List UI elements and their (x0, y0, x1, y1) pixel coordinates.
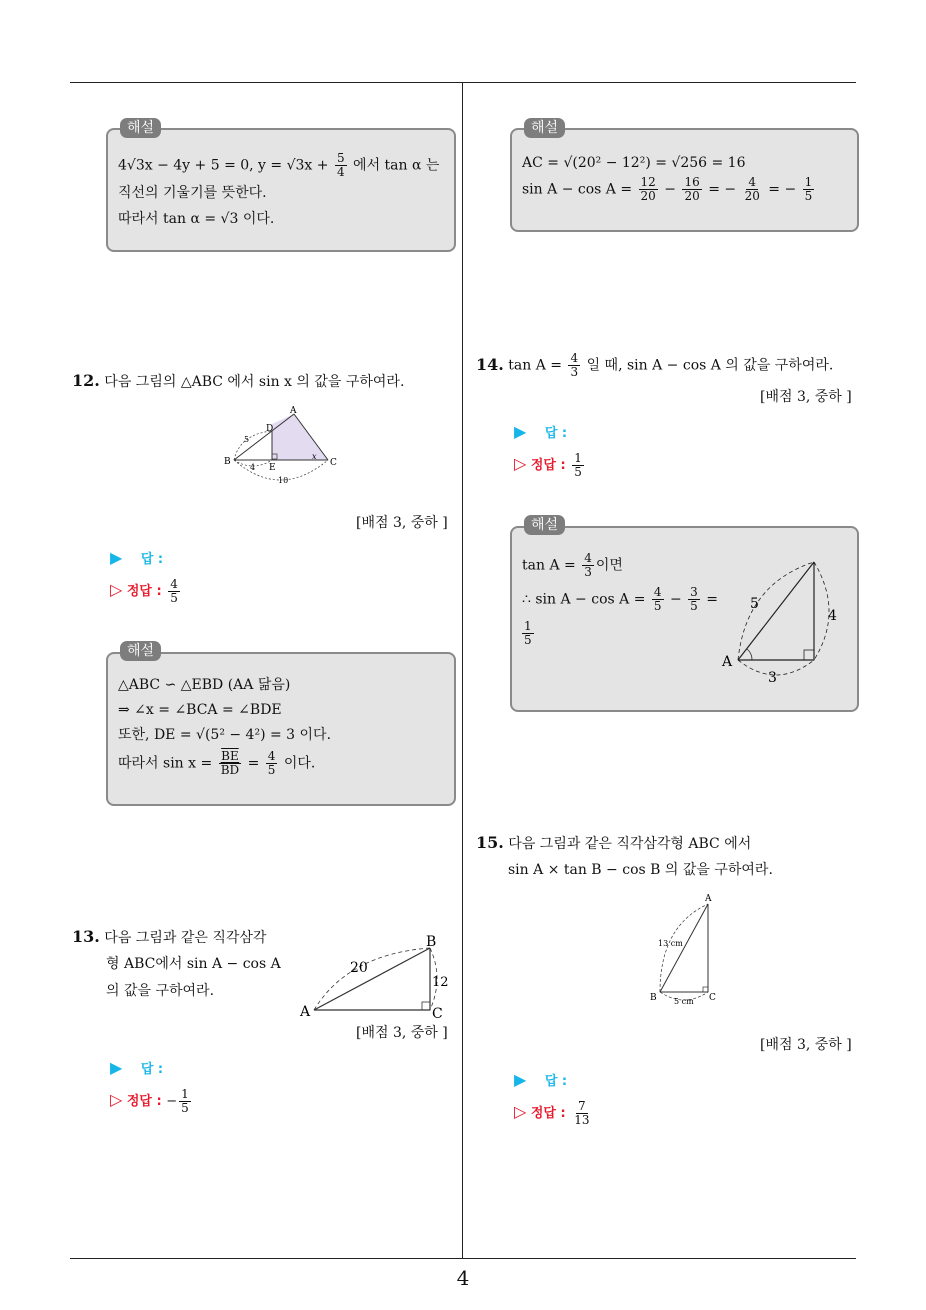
fraction: $\frac{4}{5}$ (267, 749, 276, 777)
q14-label-side: 4 (828, 608, 837, 624)
q14-solution-tag: 해설 (524, 515, 565, 535)
q13-solution-tag: 해설 (524, 118, 565, 138)
fraction: $\frac{4}{3}$ (570, 351, 579, 379)
q14-solution-line1: tan A = $\frac{4}{3}$ 이면 (522, 551, 623, 579)
q12-solution-line4: 따라서 sin x = $\frac{\overline{BE}}{BD}$ = $\frac{4}{5}$ 이다. (118, 749, 316, 777)
q15-label-ab: 13 cm (658, 939, 683, 948)
q13-label-a: A (300, 1004, 311, 1020)
q13-question (72, 924, 266, 951)
q12-correct-row (110, 578, 182, 605)
q11-solution-line1: 4√3x − 4y + 5 = 0, y = √3x + $\frac{5}{4}$ 에서 tan α 는 (118, 151, 440, 179)
top-rule (70, 82, 856, 83)
fraction: $\frac{1}{5}$ (804, 175, 813, 203)
q14-label-hyp: 5 (750, 596, 759, 612)
q12-correct-fraction: $\frac{4}{5}$ (170, 577, 178, 605)
q15-text-line1: 다음 그림과 같은 직각삼각형 ABC 에서 (508, 836, 752, 852)
q14-angle-arc (747, 649, 752, 660)
q15-label-a: A (705, 894, 712, 904)
fraction: $\frac{4}{20}$ (744, 175, 760, 203)
page-number: 4 (456, 1266, 470, 1290)
outline-play-icon: ▷ (110, 580, 123, 599)
q12-score: [배점 3, 중하 ] (356, 515, 448, 531)
q15-text-line2: sin A × tan B − cos B 의 값을 구하여라. (508, 862, 773, 878)
fraction: $\frac{4}{3}$ (584, 551, 592, 579)
q12-label-d: D (266, 424, 274, 434)
q15-side-ab (660, 904, 708, 992)
q13-side-ab (314, 948, 430, 1010)
q13-label-bc: 12 (432, 975, 449, 990)
fraction: $\frac{16}{20}$ (684, 175, 700, 203)
q12-text: 다음 그림의 △ABC 에서 sin x 의 값을 구하여라. (104, 374, 405, 390)
q14-figure (718, 556, 846, 688)
q11-solution-line2: 직선의 기울기를 뜻한다. (118, 185, 267, 201)
q11-solution-line3: 따라서 tan α = √3 이다. (118, 211, 275, 227)
q13-text-line2: 형 ABC에서 sin A − cos A (106, 956, 281, 972)
q14-answer-label: 답 : (544, 426, 568, 441)
q14-solution-line3 (520, 620, 536, 647)
q14-correct-row (514, 452, 586, 479)
bottom-rule (70, 1258, 856, 1259)
q12-solution-line1: △ABC ∽ △EBD (AA 닮음) (118, 677, 291, 693)
q12-correct-label: 정답 : (126, 584, 162, 599)
fraction: $\frac{1}{5}$ (524, 619, 532, 647)
q12-label-e: E (269, 463, 276, 473)
q15-number: 15. (476, 833, 504, 852)
q14-correct-label: 정답 : (530, 458, 566, 473)
q12-label-x: x (312, 452, 317, 461)
q15-label-c: C (709, 993, 716, 1003)
q13-answer-row (110, 1058, 163, 1077)
q14-label-a: A (722, 654, 733, 670)
play-icon: ▶ (110, 1058, 123, 1077)
q14-dash-side (814, 562, 829, 660)
q12-label-a: A (290, 406, 297, 416)
q12-answer-label: 답 : (140, 552, 164, 567)
q15-label-bc: 5 cm (674, 997, 694, 1006)
q12-shaded-triangle (272, 414, 328, 460)
q13-text-line1: 다음 그림과 같은 직각삼각 (104, 930, 267, 946)
q13-label-b: B (426, 934, 437, 950)
play-icon: ▶ (514, 422, 527, 441)
q14-right-mark (804, 650, 814, 660)
q13-correct-fraction: $\frac{1}{5}$ (181, 1087, 189, 1115)
q13-correct-label: 정답 : (126, 1094, 162, 1109)
q12-label-be: 4 (250, 463, 256, 472)
q12-label-bc: 10 (278, 476, 289, 485)
q15-label-b: B (650, 993, 657, 1003)
q13-right-mark (422, 1002, 430, 1010)
q14-answer-row (514, 422, 567, 441)
play-icon: ▶ (514, 1070, 527, 1089)
q15-correct-row (514, 1100, 594, 1127)
q15-question (476, 830, 751, 857)
fraction: $\frac{4}{5}$ (653, 585, 662, 613)
q12-label-c: C (330, 458, 337, 468)
q14-label-base: 3 (768, 670, 777, 686)
q12-question (72, 368, 404, 395)
q15-score: [배점 3, 중하 ] (760, 1037, 852, 1053)
outline-play-icon: ▷ (514, 454, 527, 473)
q14-question: 14. tan A = $\frac{4}{3}$ 일 때, sin A − cos A 의 값을 구하여라. (476, 351, 834, 379)
q13-label-c: C (432, 1006, 443, 1022)
q14-solution-line2: ∴ sin A − cos A = $\frac{4}{5}$ − $\frac{3}{5}$ = (522, 585, 718, 613)
q12-answer-row (110, 548, 163, 567)
q14-correct-fraction: $\frac{1}{5}$ (574, 451, 582, 479)
play-icon: ▶ (110, 548, 123, 567)
q13-answer-label: 답 : (140, 1062, 164, 1077)
outline-play-icon: ▷ (514, 1102, 527, 1121)
outline-play-icon: ▷ (110, 1090, 123, 1109)
q13-number: 13. (72, 927, 100, 946)
q13-label-ab: 20 (350, 960, 368, 976)
q12-solution-tag: 해설 (120, 641, 161, 661)
q12-label-b: B (224, 457, 231, 467)
fraction: $\frac{\overline{BE}}{BD}$ (220, 749, 240, 777)
q13-score: [배점 3, 중하 ] (356, 1025, 448, 1041)
q12-figure (220, 404, 350, 488)
column-divider (462, 82, 463, 1258)
q12-solution-line3: 또한, DE = √(5² − 4²) = 3 이다. (118, 727, 332, 743)
q15-correct-fraction: $\frac{7}{13}$ (574, 1099, 590, 1127)
q11-solution-tag: 해설 (120, 118, 161, 138)
q15-correct-label: 정답 : (530, 1106, 566, 1121)
fraction: $\frac{5}{4}$ (336, 151, 345, 179)
q13-correct-row (110, 1088, 193, 1115)
q13-solution-line1: AC = √(20² − 12²) = √256 = 16 (522, 155, 746, 171)
fraction: $\frac{12}{20}$ (640, 175, 656, 203)
q15-answer-label: 답 : (544, 1074, 568, 1089)
q13-figure (298, 928, 458, 1024)
q14-number: 14. (476, 355, 504, 374)
q12-solution-line2: ⇒ ∠x = ∠BCA = ∠BDE (118, 702, 282, 718)
q15-answer-row (514, 1070, 567, 1089)
q14-score: [배점 3, 중하 ] (760, 389, 852, 405)
q12-number: 12. (72, 371, 100, 390)
q12-label-bd: 5 (244, 435, 250, 444)
q13-solution-line2: sin A − cos A = $\frac{12}{20}$ − $\frac{16}{20}$ = − $\frac{4}{20}$ = − $\frac{1}{5}$ (522, 175, 813, 203)
q15-right-mark (703, 987, 708, 992)
q15-figure (646, 890, 726, 1008)
q13-text-line3: 의 값을 구하여라. (106, 983, 215, 999)
fraction: $\frac{3}{5}$ (690, 585, 698, 613)
q13-correct-sign: − (166, 1094, 178, 1109)
